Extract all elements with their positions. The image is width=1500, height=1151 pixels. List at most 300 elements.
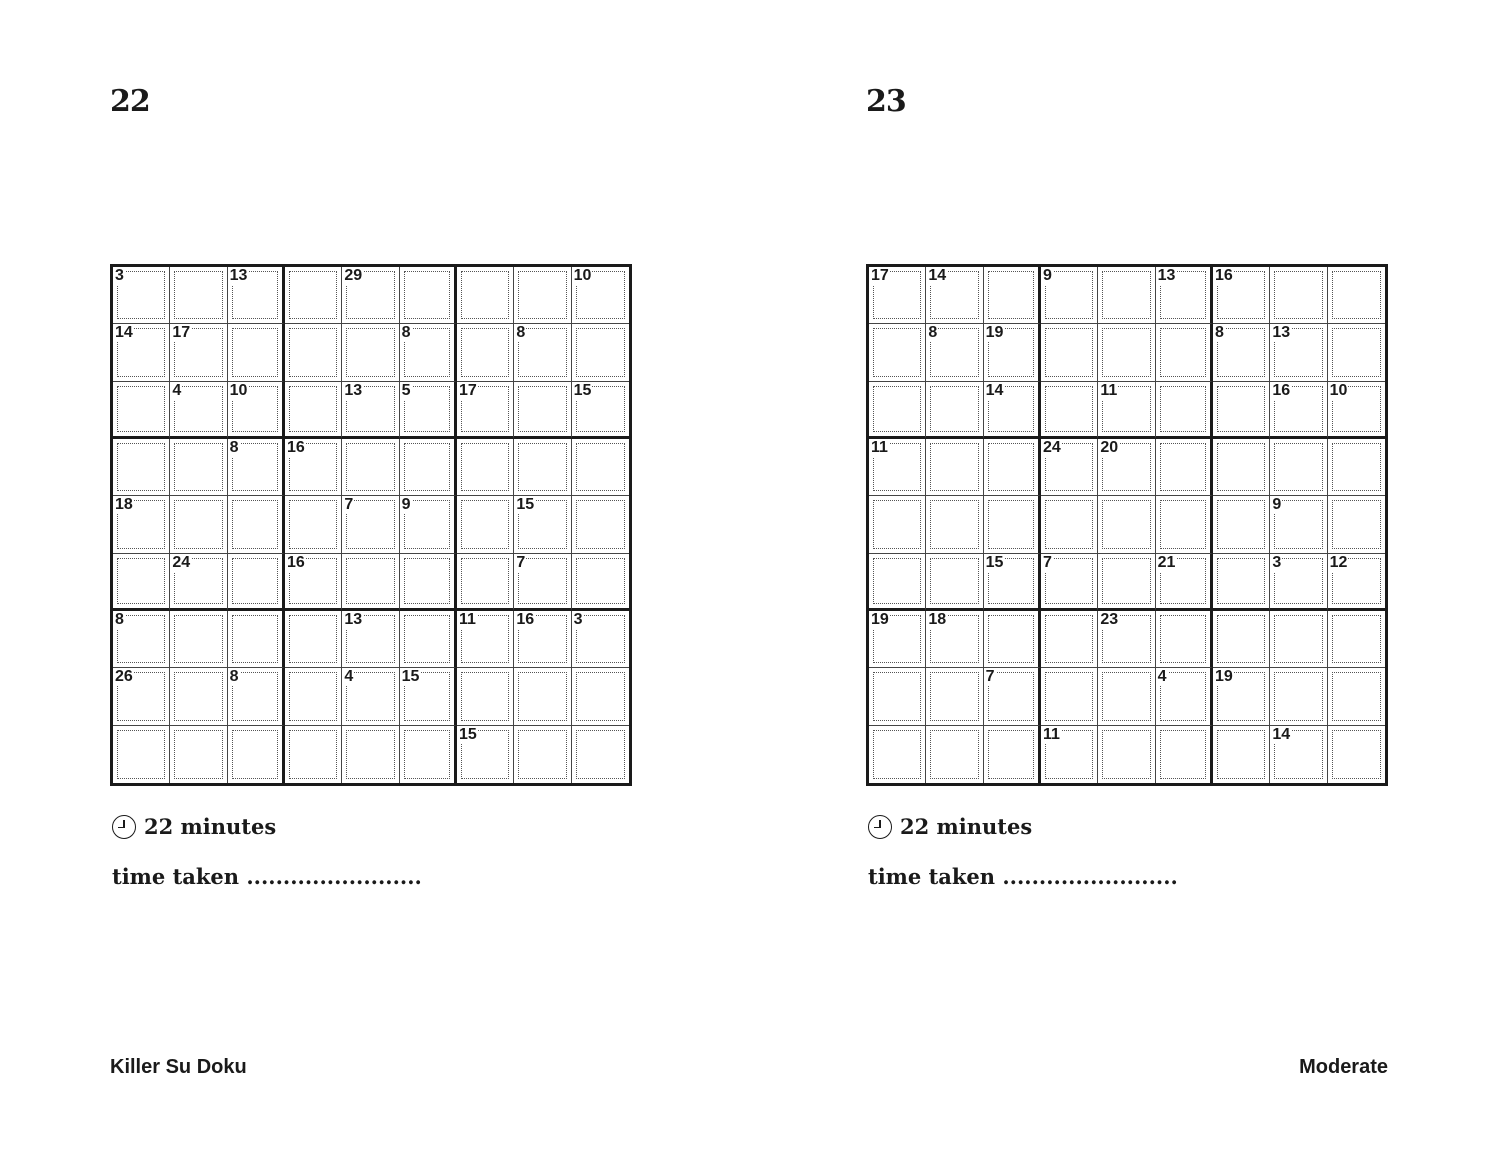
cage-outline: [461, 500, 509, 548]
grid-cell[interactable]: [1328, 324, 1385, 381]
cage-sum-clue: 4: [172, 381, 182, 399]
grid-cell[interactable]: [1156, 554, 1213, 611]
cage-outline: [1274, 672, 1322, 720]
grid-cell[interactable]: [400, 668, 457, 725]
cage-sum-clue: 10: [573, 267, 592, 284]
grid-cell[interactable]: [457, 267, 514, 324]
grid-cell[interactable]: [285, 611, 342, 668]
grid-cell[interactable]: [170, 496, 227, 553]
cage-outline: [289, 386, 337, 432]
grid-cell[interactable]: [113, 439, 170, 496]
grid-cell[interactable]: [342, 496, 399, 553]
cage-outline: [1332, 271, 1381, 319]
cage-sum-clue: 11: [1100, 381, 1118, 399]
cage-outline: [117, 558, 165, 604]
cage-outline: [873, 730, 921, 779]
puzzle-number-23: 23: [866, 84, 906, 119]
grid-cell[interactable]: [1156, 611, 1213, 668]
cage-outline: [1274, 615, 1322, 663]
cage-outline: [289, 672, 337, 720]
grid-cell[interactable]: [1041, 267, 1098, 324]
grid-cell[interactable]: [228, 439, 285, 496]
grid-cell[interactable]: [1098, 439, 1155, 496]
cage-outline: [988, 500, 1034, 548]
cage-outline: [346, 328, 394, 376]
grid-cell[interactable]: [984, 726, 1041, 783]
cage-sum-clue: 18: [928, 610, 947, 628]
grid-cell[interactable]: [400, 267, 457, 324]
grid-cell[interactable]: [400, 496, 457, 553]
cage-outline: [1274, 443, 1322, 491]
cage-sum-clue: 16: [286, 553, 305, 571]
grid-cell[interactable]: [1328, 267, 1385, 324]
grid-cell[interactable]: [1270, 439, 1327, 496]
grid-cell[interactable]: [984, 382, 1041, 439]
grid-cell[interactable]: [342, 382, 399, 439]
cage-outline: [518, 730, 566, 779]
grid-cell[interactable]: [228, 554, 285, 611]
cage-outline: [1045, 500, 1093, 548]
grid-cell[interactable]: [170, 267, 227, 324]
grid-cell[interactable]: [984, 554, 1041, 611]
grid-cell[interactable]: [984, 668, 1041, 725]
cage-sum-clue: 19: [871, 610, 889, 628]
grid-cell[interactable]: [342, 267, 399, 324]
cage-outline: [930, 730, 978, 779]
grid-cell[interactable]: [984, 324, 1041, 381]
cage-outline: [461, 558, 509, 604]
cage-outline: [117, 386, 165, 432]
grid-cell[interactable]: [926, 267, 983, 324]
grid-cell[interactable]: [514, 554, 571, 611]
grid-cell[interactable]: [869, 496, 926, 553]
cage-sum-clue: 11: [458, 610, 476, 628]
grid-cell[interactable]: [984, 496, 1041, 553]
grid-cell[interactable]: [1270, 611, 1327, 668]
cage-sum-clue: 4: [344, 668, 354, 686]
cage-sum-clue: 4: [1157, 668, 1167, 686]
grid-cell[interactable]: [514, 496, 571, 553]
cage-outline: [1160, 500, 1206, 548]
cage-outline: [117, 730, 165, 779]
cage-outline: [518, 672, 566, 720]
grid-cell[interactable]: [984, 439, 1041, 496]
grid-cell[interactable]: [1041, 668, 1098, 725]
grid-cell[interactable]: [170, 726, 227, 783]
grid-cell[interactable]: [572, 439, 629, 496]
grid-cell[interactable]: [1156, 324, 1213, 381]
cage-sum-clue: 7: [344, 496, 354, 514]
grid-cell[interactable]: [228, 611, 285, 668]
grid-cell[interactable]: [1213, 726, 1270, 783]
grid-cell[interactable]: [1041, 726, 1098, 783]
grid-cell[interactable]: [572, 267, 629, 324]
cage-sum-clue: 3: [1272, 553, 1282, 571]
grid-cell[interactable]: [1156, 496, 1213, 553]
grid-cell[interactable]: [1213, 668, 1270, 725]
grid-cell[interactable]: [926, 439, 983, 496]
cage-outline: [1160, 615, 1206, 663]
grid-cell[interactable]: [1098, 324, 1155, 381]
difficulty-level: Moderate: [1299, 1056, 1388, 1078]
grid-cell[interactable]: [1270, 267, 1327, 324]
grid-cell[interactable]: [869, 267, 926, 324]
grid-cell[interactable]: [1213, 611, 1270, 668]
cage-sum-clue: 11: [1042, 725, 1060, 743]
grid-cell[interactable]: [572, 668, 629, 725]
cage-sum-clue: 10: [1329, 381, 1348, 399]
grid-cell[interactable]: [1328, 554, 1385, 611]
grid-cell[interactable]: [1270, 668, 1327, 725]
cage-sum-clue: 13: [229, 267, 248, 284]
time-taken-field-23[interactable]: time taken ........................: [868, 864, 1178, 889]
grid-cell[interactable]: [514, 611, 571, 668]
cage-outline: [1217, 558, 1265, 604]
grid-cell[interactable]: [1041, 382, 1098, 439]
cage-outline: [404, 443, 450, 491]
grid-cell[interactable]: [228, 267, 285, 324]
grid-cell[interactable]: [285, 382, 342, 439]
cage-outline: [174, 615, 222, 663]
grid-cell[interactable]: [1156, 726, 1213, 783]
cage-sum-clue: 19: [985, 324, 1004, 342]
cage-outline: [232, 328, 278, 376]
cage-sum-clue: 8: [516, 324, 526, 342]
cage-sum-clue: 20: [1100, 438, 1119, 456]
grid-cell[interactable]: [869, 439, 926, 496]
grid-cell[interactable]: [228, 324, 285, 381]
cage-sum-clue: 13: [344, 381, 363, 399]
grid-cell[interactable]: [572, 324, 629, 381]
grid-cell[interactable]: [1270, 726, 1327, 783]
grid-cell[interactable]: [342, 439, 399, 496]
grid-cell[interactable]: [113, 668, 170, 725]
grid-cell[interactable]: [170, 324, 227, 381]
grid-cell[interactable]: [342, 611, 399, 668]
cage-sum-clue: 15: [573, 381, 592, 399]
cage-sum-clue: 15: [458, 725, 477, 743]
cage-outline: [461, 443, 509, 491]
cage-sum-clue: 17: [871, 267, 889, 284]
cage-outline: [1332, 615, 1381, 663]
cage-outline: [1217, 443, 1265, 491]
cage-outline: [873, 386, 921, 432]
grid-cell[interactable]: [1328, 726, 1385, 783]
grid-cell[interactable]: [869, 668, 926, 725]
grid-cell[interactable]: [1098, 726, 1155, 783]
grid-cell[interactable]: [170, 668, 227, 725]
puzzle-number-22: 22: [110, 84, 150, 119]
grid-cell[interactable]: [1270, 324, 1327, 381]
cage-sum-clue: 8: [1214, 324, 1224, 342]
cage-sum-clue: 9: [1042, 267, 1052, 284]
cage-outline: [1102, 558, 1150, 604]
cage-outline: [232, 730, 278, 779]
grid-cell[interactable]: [1041, 611, 1098, 668]
cage-sum-clue: 8: [928, 324, 938, 342]
cage-sum-clue: 16: [516, 610, 535, 628]
grid-cell[interactable]: [228, 496, 285, 553]
cage-sum-clue: 16: [1214, 267, 1233, 284]
grid-cell[interactable]: [342, 668, 399, 725]
cage-outline: [1045, 615, 1093, 663]
cage-outline: [576, 730, 625, 779]
grid-cell[interactable]: [285, 668, 342, 725]
grid-cell[interactable]: [1328, 382, 1385, 439]
grid-cell[interactable]: [457, 611, 514, 668]
cage-sum-clue: 15: [516, 496, 535, 514]
cage-outline: [873, 672, 921, 720]
cage-outline: [518, 271, 566, 319]
grid-cell[interactable]: [572, 382, 629, 439]
grid-cell[interactable]: [514, 668, 571, 725]
grid-cell[interactable]: [1041, 324, 1098, 381]
grid-cell[interactable]: [572, 554, 629, 611]
grid-cell[interactable]: [869, 324, 926, 381]
cage-outline: [1332, 443, 1381, 491]
grid-cell[interactable]: [1328, 496, 1385, 553]
cage-outline: [461, 672, 509, 720]
cage-outline: [289, 730, 337, 779]
grid-cell[interactable]: [1156, 439, 1213, 496]
grid-cell[interactable]: [1156, 382, 1213, 439]
grid-cell[interactable]: [342, 324, 399, 381]
cage-sum-clue: 9: [1272, 496, 1282, 514]
grid-cell[interactable]: [1213, 267, 1270, 324]
cage-outline: [930, 443, 978, 491]
cage-outline: [576, 443, 625, 491]
cage-outline: [1045, 386, 1093, 432]
grid-cell[interactable]: [869, 554, 926, 611]
grid-cell[interactable]: [514, 726, 571, 783]
grid-cell[interactable]: [984, 267, 1041, 324]
grid-cell[interactable]: [1213, 324, 1270, 381]
grid-cell[interactable]: [457, 439, 514, 496]
grid-cell[interactable]: [228, 668, 285, 725]
cage-sum-clue: 26: [115, 668, 133, 686]
grid-cell[interactable]: [113, 382, 170, 439]
grid-cell[interactable]: [926, 611, 983, 668]
grid-cell[interactable]: [1328, 668, 1385, 725]
grid-cell[interactable]: [228, 726, 285, 783]
cage-outline: [576, 328, 625, 376]
grid-cell[interactable]: [514, 324, 571, 381]
grid-cell[interactable]: [457, 382, 514, 439]
grid-cell[interactable]: [400, 382, 457, 439]
time-estimate-label: 22 minutes: [144, 814, 277, 839]
cage-outline: [1102, 328, 1150, 376]
grid-cell[interactable]: [400, 611, 457, 668]
cage-sum-clue: 24: [172, 553, 191, 571]
grid-cell[interactable]: [457, 726, 514, 783]
grid-cell[interactable]: [1213, 554, 1270, 611]
cage-outline: [117, 443, 165, 491]
cage-outline: [576, 672, 625, 720]
grid-cell[interactable]: [926, 496, 983, 553]
grid-cell[interactable]: [170, 611, 227, 668]
grid-cell[interactable]: [926, 324, 983, 381]
grid-cell[interactable]: [1098, 496, 1155, 553]
grid-cell[interactable]: [400, 554, 457, 611]
time-estimate-23: [868, 814, 1032, 839]
grid-cell[interactable]: [1156, 267, 1213, 324]
cage-outline: [930, 672, 978, 720]
cage-sum-clue: 19: [1214, 668, 1233, 686]
grid-cell[interactable]: [984, 611, 1041, 668]
cage-outline: [174, 500, 222, 548]
grid-cell[interactable]: [285, 496, 342, 553]
grid-cell[interactable]: [113, 611, 170, 668]
grid-cell[interactable]: [113, 554, 170, 611]
cage-outline: [1160, 730, 1206, 779]
grid-cell[interactable]: [572, 726, 629, 783]
grid-cell[interactable]: [113, 496, 170, 553]
grid-cell[interactable]: [285, 324, 342, 381]
clock-icon: [868, 815, 892, 839]
grid-cell[interactable]: [170, 554, 227, 611]
grid-cell[interactable]: [1098, 382, 1155, 439]
cage-sum-clue: 13: [1157, 267, 1176, 284]
cage-outline: [346, 558, 394, 604]
cage-outline: [1102, 730, 1150, 779]
cage-sum-clue: 16: [286, 438, 305, 456]
grid-cell[interactable]: [869, 726, 926, 783]
grid-cell[interactable]: [285, 267, 342, 324]
grid-cell[interactable]: [869, 382, 926, 439]
grid-cell[interactable]: [1041, 439, 1098, 496]
cage-sum-clue: 15: [985, 553, 1004, 571]
grid-cell[interactable]: [400, 324, 457, 381]
cage-outline: [174, 730, 222, 779]
cage-sum-clue: 5: [401, 381, 411, 399]
grid-cell[interactable]: [457, 554, 514, 611]
grid-cell[interactable]: [572, 611, 629, 668]
grid-cell[interactable]: [926, 554, 983, 611]
grid-cell[interactable]: [400, 439, 457, 496]
cage-outline: [873, 558, 921, 604]
cage-sum-clue: 24: [1042, 438, 1061, 456]
cage-outline: [1045, 672, 1093, 720]
grid-cell[interactable]: [1156, 668, 1213, 725]
grid-cell[interactable]: [1213, 439, 1270, 496]
cage-sum-clue: 8: [229, 438, 239, 456]
grid-cell[interactable]: [1270, 496, 1327, 553]
killer-sudoku-grid-23[interactable]: [866, 264, 1388, 786]
grid-cell[interactable]: [926, 668, 983, 725]
cage-sum-clue: 14: [985, 381, 1004, 399]
grid-cell[interactable]: [1098, 267, 1155, 324]
grid-cell[interactable]: [457, 496, 514, 553]
killer-sudoku-grid-22[interactable]: [110, 264, 632, 786]
cage-outline: [873, 500, 921, 548]
grid-cell[interactable]: [1041, 554, 1098, 611]
cage-sum-clue: 10: [229, 381, 248, 399]
cage-outline: [576, 558, 625, 604]
cage-outline: [1332, 672, 1381, 720]
cage-sum-clue: 9: [401, 496, 411, 514]
cage-outline: [232, 558, 278, 604]
cage-sum-clue: 15: [401, 668, 420, 686]
grid-cell[interactable]: [342, 554, 399, 611]
grid-cell[interactable]: [1213, 496, 1270, 553]
cage-sum-clue: 16: [1272, 381, 1291, 399]
cage-sum-clue: 17: [458, 381, 477, 399]
grid-cell[interactable]: [572, 496, 629, 553]
grid-cell[interactable]: [1041, 496, 1098, 553]
cage-outline: [1102, 271, 1150, 319]
grid-cell[interactable]: [170, 439, 227, 496]
cage-sum-clue: 11: [871, 438, 888, 456]
time-taken-field-22[interactable]: time taken ........................: [112, 864, 422, 889]
cage-sum-clue: 17: [172, 324, 191, 342]
cage-outline: [174, 271, 222, 319]
grid-cell[interactable]: [400, 726, 457, 783]
grid-cell[interactable]: [342, 726, 399, 783]
grid-cell[interactable]: [228, 382, 285, 439]
grid-cell[interactable]: [285, 439, 342, 496]
grid-cell[interactable]: [514, 382, 571, 439]
cage-sum-clue: 18: [115, 496, 133, 514]
grid-cell[interactable]: [1098, 611, 1155, 668]
cage-outline: [1217, 615, 1265, 663]
cage-outline: [1160, 443, 1206, 491]
grid-cell[interactable]: [1213, 382, 1270, 439]
cage-outline: [404, 558, 450, 604]
grid-cell[interactable]: [285, 726, 342, 783]
grid-cell[interactable]: [926, 726, 983, 783]
cage-outline: [1332, 500, 1381, 548]
grid-cell[interactable]: [113, 726, 170, 783]
cage-sum-clue: 13: [344, 610, 363, 628]
grid-cell[interactable]: [869, 611, 926, 668]
cage-outline: [1332, 730, 1381, 779]
grid-cell[interactable]: [1328, 611, 1385, 668]
cage-outline: [518, 443, 566, 491]
grid-cell[interactable]: [514, 439, 571, 496]
cage-outline: [576, 500, 625, 548]
cage-outline: [930, 386, 978, 432]
grid-cell[interactable]: [113, 267, 170, 324]
cage-sum-clue: 7: [1042, 553, 1052, 571]
grid-cell[interactable]: [1270, 382, 1327, 439]
cage-outline: [404, 730, 450, 779]
cage-outline: [1160, 328, 1206, 376]
cage-sum-clue: 8: [229, 668, 239, 686]
grid-cell[interactable]: [1328, 439, 1385, 496]
grid-cell[interactable]: [457, 668, 514, 725]
cage-outline: [1217, 730, 1265, 779]
cage-outline: [1102, 672, 1150, 720]
cage-outline: [1160, 386, 1206, 432]
grid-cell[interactable]: [926, 382, 983, 439]
cage-outline: [988, 730, 1034, 779]
grid-cell[interactable]: [285, 554, 342, 611]
cage-outline: [1332, 328, 1381, 376]
time-estimate-22: [112, 814, 276, 839]
grid-cell[interactable]: [514, 267, 571, 324]
cage-sum-clue: 21: [1157, 553, 1176, 571]
cage-outline: [1045, 328, 1093, 376]
grid-cell[interactable]: [1098, 668, 1155, 725]
grid-cell[interactable]: [1098, 554, 1155, 611]
grid-cell[interactable]: [1270, 554, 1327, 611]
grid-cell[interactable]: [113, 324, 170, 381]
grid-cell[interactable]: [170, 382, 227, 439]
grid-cell[interactable]: [457, 324, 514, 381]
cage-outline: [988, 443, 1034, 491]
cage-outline: [404, 615, 450, 663]
time-estimate-label: 22 minutes: [900, 814, 1033, 839]
